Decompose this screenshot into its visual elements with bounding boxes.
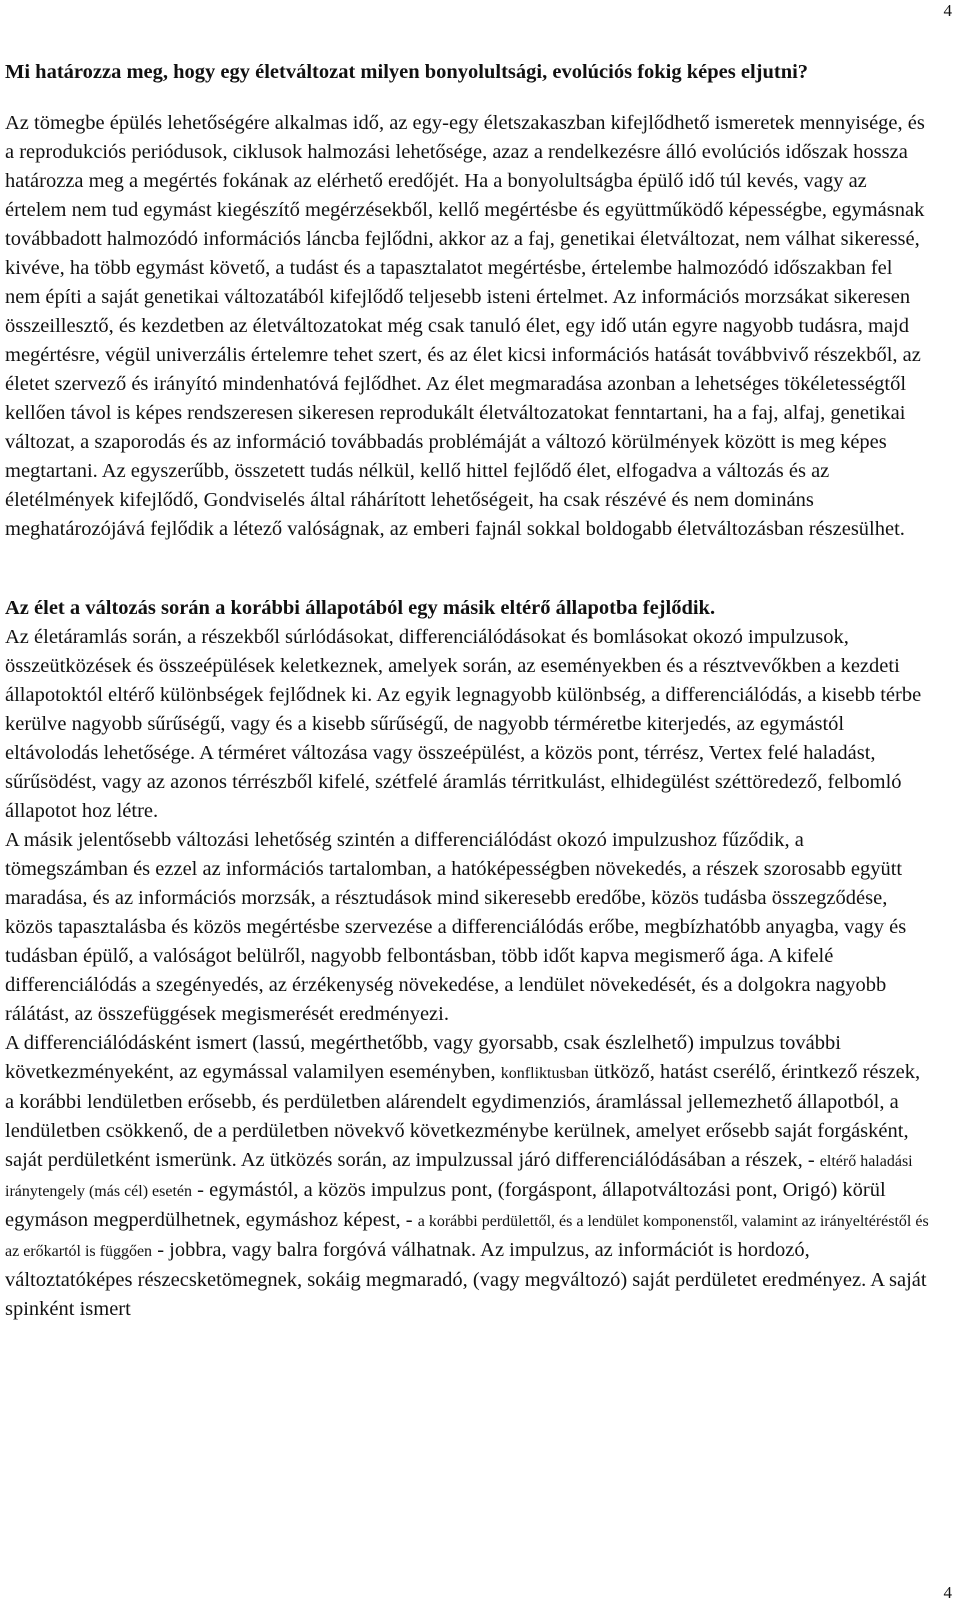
paragraph-4-text: ütköző, hatást cserélő, érintkező részek, a korábbi lendületben erősebb, és perdületben alárendelt egydimenziós, áramlással jellemezhető állapotból, a lendületben csökkenő, de a perdületben növekvő következménybe kerülnek, amelyet erősebb saját forgásként, saját perdületként ismerünk. Az ütközés során, az impulzussal járó differenciálódásában a részek, - (5, 1061, 921, 1171)
paragraph-1: Az tömegbe épülés lehetőségére alkalmas idő, az egy-egy életszakaszban kifejlődhető ismeretek mennyisége, és a reprodukciós periódusok, ciklusok halmozási lehetősége, azaz a rendelkezésre álló evolúciós időszak hossza határozza meg a megértés fokának az elérhető eredőjét. Ha a bonyolultságba épülő idő túl kevés, vagy az értelem nem tud egymást kiegészítő megérzésekből, kellő megértésbe és együttműködő képességbe, egymásnak továbbadott halmozódó információs láncba fejlődni, akkor az a faj, genetikai életváltozat, nem válhat sikeressé, kivéve, ha több egymást követő, a tudást és a tapasztalatot megértésbe, értelembe halmozódó időszakban fel nem építi a saját genetikai változatából kifejlődő teljesebb isteni értelmet. Az információs morzsákat sikeresen összeillesztő, és kezdetben az életváltozatokat még csak tanuló élet, egy idő után egyre nagyobb tudásra, majd megértésre, végül univerzális értelemre tehet szert, és az élet kicsi információs hatását továbbvivő részekből, az életet szervező és irányító mindenhatóvá fejlődhet. Az élet megmaradása azonban a lehetséges tökéletességtől kellően távol is képes rendszeresen sikeresen reprodukált életváltozatokat fenntartani, ha a faj, alfaj, genetikai változat, a szaporodás és az információ továbbadás problémáját a változó körülmények között is meg képes megtartani. Az egyszerűbb, összetett tudás nélkül, kellő hittel fejlődő élet, elfogadva a változás és az életélmények kifejlődő, Gondviselés által ráhárított lehetőségeit, ha csak részévé és nem domináns meghatározójává fejlődik a létező valóságnak, az emberi fajnál sokkal boldogabb életváltozásban részesülhet. (5, 112, 925, 540)
page-number-top: 4 (943, 1, 952, 20)
spacer (5, 87, 930, 109)
paragraph-4-text: A differenciálódásként ismert (lassú, megérthetőbb, vagy gyorsabb, csak észlelhető) impulzus további következményeként, az egymással valamilyen eseményben, (5, 1032, 841, 1083)
section-heading: Az élet a változás során a korábbi állapotából egy másik eltérő állapotba fejlődik. (5, 597, 716, 619)
paragraph-4-small-text: a korábbi perdülettől, és a lendület komponenstől, valamint az irányeltéréstől és az erőkartól is függően (5, 1213, 929, 1260)
spacer (5, 544, 930, 594)
paragraph-2: Az életáramlás során, a részekből súrlódásokat, differenciálódásokat és bomlásokat okozó impulzusok, összeütközések és összeépülések keletkeznek, amelyek során, az eseményekben és a résztvevőkben a kezdeti állapotoktól eltérő különbségek fejlődnek ki. Az egyik legnagyobb különbség, a differenciálódás, a kisebb térbe kerülve nagyobb sűrűségű, vagy és a kisebb sűrűségű, de nagyobb térméretbe kiterjedés, az egymástól eltávolodás lehetősége. A térméret változása vagy összeépülést, a közös pont, térrész, Vertex felé haladást, sűrűsödést, vagy az azonos térrészből kifelé, szétfelé áramlás térritkulást, elhidegülést széttöredező, felbomló állapotot hoz létre. (5, 626, 922, 822)
paragraph-4-small-text: eltérő haladási iránytengely (más cél) esetén (5, 1153, 913, 1200)
document-body (5, 58, 930, 1324)
paragraph-4-small-text: konfliktusban (500, 1065, 589, 1082)
paragraph-4 (5, 1029, 930, 1324)
paragraph-4-text: - egymástól, a közös impulzus pont, (forgáspont, állapotváltozási pont, Origó) körül egymáson megperdülhetnek, egymáshoz képest, - (5, 1179, 886, 1231)
page-number-bottom: 4 (943, 1583, 952, 1602)
paragraph-3: A másik jelentősebb változási lehetőség szintén a differenciálódást okozó impulzushoz fűződik, a tömegszámban és ezzel az információs tartalomban, a hatóképességben növekedés, a részek szorosabb együtt maradása, és az információs morzsák, a résztudások mind sikeresebb eredőbe, közös tudásba összegződése, közös tapasztalásba és közös megértésbe szervezése a differenciálódás erőbe, megbízhatóbb anyagba, vagy és tudásban épülő, a valóságot belülről, nagyobb felbontásban, több időt kapva megismerő ága. A kifelé differenciálódás a szegényedés, az érzékenység növekedése, a lendület növekedését, és a dolgokra nagyobb rálátást, az összefüggések megismerését eredményezi. (5, 829, 907, 1025)
paragraph-4-text: - jobbra, vagy balra forgóvá válhatnak. Az impulzus, az információt is hordozó, változtatóképes részecsketömegnek, sokáig megmaradó, (vagy megváltozó) saját perdületet eredményez. A saját spinként ismert (5, 1239, 927, 1320)
question-heading: Mi határozza meg, hogy egy életváltozat milyen bonyolultsági, evolúciós fokig képes eljutni? (5, 61, 809, 83)
